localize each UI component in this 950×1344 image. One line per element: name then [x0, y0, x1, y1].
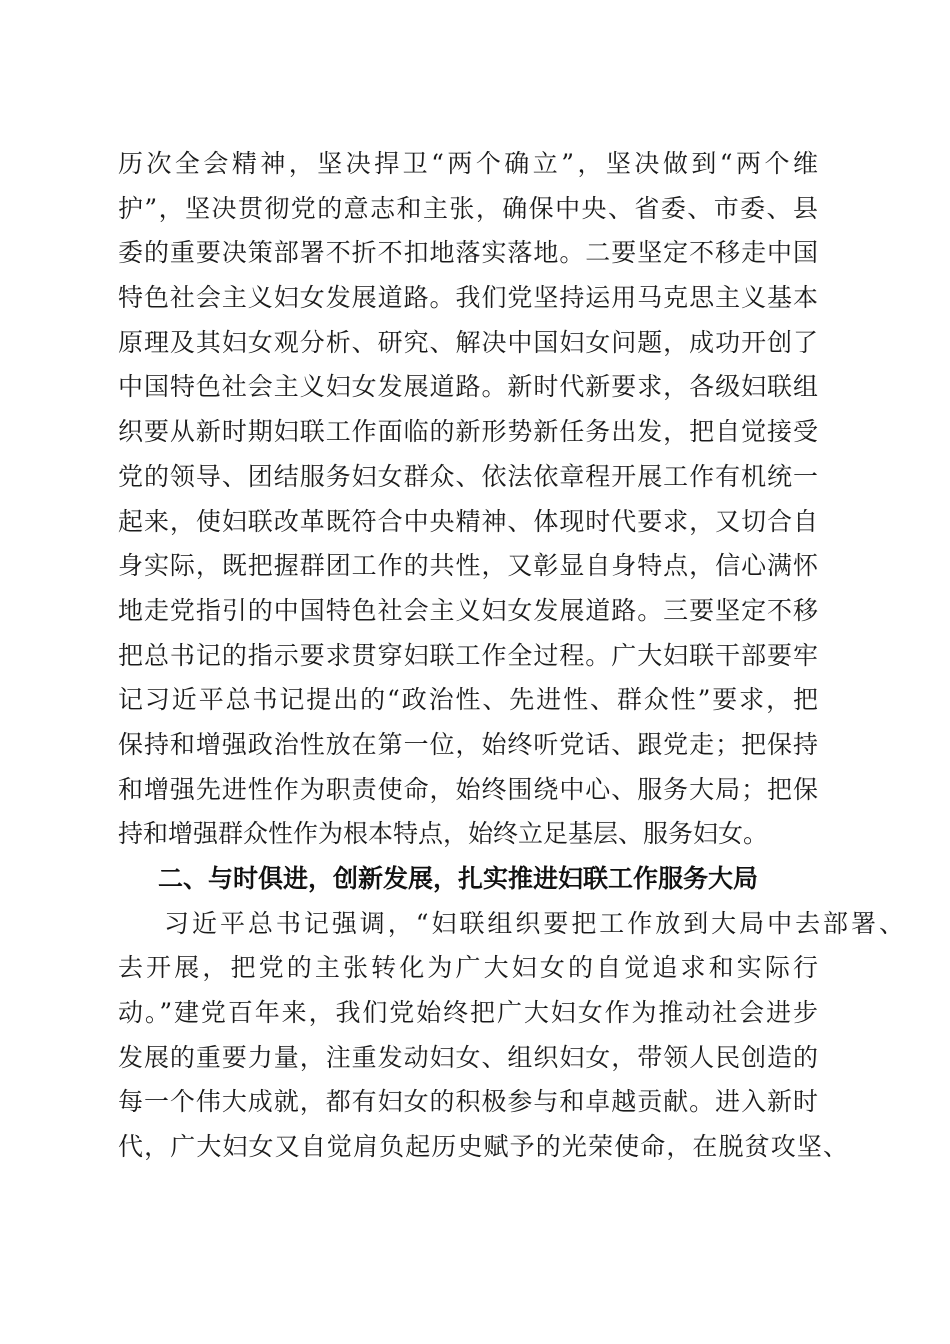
text-line: 护”，坚决贯彻党的意志和主张，确保中央、省委、市委、县 [118, 193, 818, 223]
text-line: 保持和增强政治性放在第一位，始终听党话、跟党走；把保持 [118, 729, 818, 759]
paragraph-1 [118, 142, 858, 857]
text-line: 委的重要决策部署不折不扣地落实落地。二要坚定不移走中国 [118, 238, 818, 268]
text-line: 发展的重要力量，注重发动妇女、组织妇女，带领人民创造的 [118, 1042, 818, 1072]
paragraph-2 [118, 902, 904, 1170]
body-text [118, 142, 904, 1170]
text-line: 去开展，把党的主张转化为广大妇女的自觉追求和实际行 [118, 953, 818, 983]
text-line: 持和增强群众性作为根本特点，始终立足基层、服务妇女。 [118, 819, 769, 849]
text-line: 身实际，既把握群团工作的共性，又彰显自身特点，信心满怀 [118, 551, 818, 581]
text-line: 和增强先进性作为职责使命，始终围绕中心、服务大局；把保 [118, 774, 818, 804]
text-line: 每一个伟大成就，都有妇女的积极参与和卓越贡献。进入新时 [118, 1087, 818, 1117]
text-line: 历次全会精神，坚决捍卫“两个确立”，坚决做到“两个维 [118, 149, 818, 178]
text-line: 代，广大妇女又自觉肩负起历史赋予的光荣使命，在脱贫攻坚、 [118, 1132, 848, 1162]
text-line: 记习近平总书记提出的“政治性、先进性、群众性”要求，把 [118, 685, 818, 715]
text-line: 原理及其妇女观分析、研究、解决中国妇女问题，成功开创了 [118, 327, 818, 357]
text-line: 中国特色社会主义妇女发展道路。新时代新要求，各级妇联组 [118, 372, 818, 402]
text-line: 起来，使妇联改革既符合中央精神、体现时代要求，又切合自 [118, 506, 818, 536]
text-line: 动。”建党百年来，我们党始终把广大妇女作为推动社会进步 [118, 998, 818, 1028]
text-line: 特色社会主义妇女发展道路。我们党坚持运用马克思主义基本 [118, 283, 818, 313]
text-line: 党的领导、团结服务妇女群众、依法依章程开展工作有机统一 [118, 461, 818, 491]
text-line: 习近平总书记强调，“妇联组织要把工作放到大局中去部署、 [164, 908, 904, 938]
section-heading: 二、与时俱进，创新发展，扎实推进妇联工作服务大局 [158, 864, 759, 893]
text-line: 地走党指引的中国特色社会主义妇女发展道路。三要坚定不移 [118, 595, 818, 625]
text-line: 织要从新时期妇联工作面临的新形势新任务出发，把自觉接受 [118, 417, 818, 447]
text-line: 把总书记的指示要求贯穿妇联工作全过程。广大妇联干部要牢 [118, 640, 818, 670]
